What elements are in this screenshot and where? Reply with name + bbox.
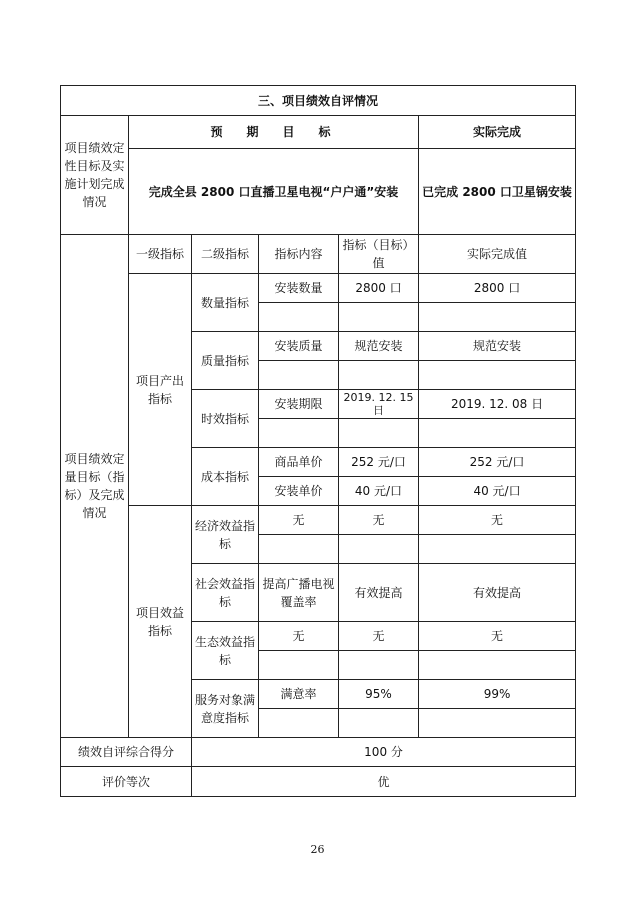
header-level1: 一级指标 [129,235,192,274]
economic-target: 无 [339,506,419,535]
cost-target-1: 252 元/口 [339,448,419,477]
header-content: 指标内容 [259,235,339,274]
ecological-content: 无 [259,622,339,651]
quality-actual: 规范安装 [419,332,576,361]
empty-cell [259,651,339,680]
actual-completion-header: 实际完成 [419,116,576,149]
page-number: 26 [310,843,325,856]
quantity-target: 2800 口 [339,274,419,303]
empty-cell [259,419,339,448]
empty-cell [339,303,419,332]
empty-cell [419,419,576,448]
empty-cell [419,709,576,738]
cost-indicator-label: 成本指标 [192,448,259,506]
empty-cell [259,303,339,332]
cost-actual-2: 40 元/口 [419,477,576,506]
quantity-indicator-label: 数量指标 [192,274,259,332]
social-content: 提高广播电视覆盖率 [259,564,339,622]
quantity-content: 安装数量 [259,274,339,303]
qualitative-row-label: 项目绩效定性目标及实施计划完成情况 [61,116,129,235]
empty-cell [419,651,576,680]
empty-cell [259,361,339,390]
score-label: 绩效自评综合得分 [61,738,192,767]
expected-goal-header: 预 期 目 标 [129,116,419,149]
satisfaction-target: 95% [339,680,419,709]
performance-self-evaluation-table [60,85,576,797]
ecological-indicator-label: 生态效益指标 [192,622,259,680]
quantity-actual: 2800 口 [419,274,576,303]
header-target: 指标（目标）值 [339,235,419,274]
satisfaction-indicator-label: 服务对象满意度指标 [192,680,259,738]
social-actual: 有效提高 [419,564,576,622]
economic-actual: 无 [419,506,576,535]
empty-cell [339,361,419,390]
empty-cell [419,361,576,390]
empty-cell [339,651,419,680]
benefit-indicator-label: 项目效益指标 [129,506,192,738]
quantitative-row-label: 项目绩效定量目标（指标）及完成情况 [61,235,129,738]
ecological-actual: 无 [419,622,576,651]
cost-content-1: 商品单价 [259,448,339,477]
empty-cell [259,535,339,564]
timeliness-target: 2019. 12. 15 日 [339,390,419,419]
satisfaction-actual: 99% [419,680,576,709]
timeliness-indicator-label: 时效指标 [192,390,259,448]
empty-cell [339,709,419,738]
expected-goal-text: 完成全县 2800 口直播卫星电视“户户通”安装 [129,149,419,235]
empty-cell [339,419,419,448]
ecological-target: 无 [339,622,419,651]
social-indicator-label: 社会效益指标 [192,564,259,622]
header-level2: 二级指标 [192,235,259,274]
cost-content-2: 安装单价 [259,477,339,506]
timeliness-content: 安装期限 [259,390,339,419]
score-value: 100 分 [192,738,576,767]
quality-target: 规范安装 [339,332,419,361]
output-indicator-label: 项目产出指标 [129,274,192,506]
economic-content: 无 [259,506,339,535]
empty-cell [419,535,576,564]
empty-cell [419,303,576,332]
empty-cell [339,535,419,564]
grade-label: 评价等次 [61,767,192,797]
satisfaction-content: 满意率 [259,680,339,709]
timeliness-actual: 2019. 12. 08 日 [419,390,576,419]
cost-target-2: 40 元/口 [339,477,419,506]
economic-indicator-label: 经济效益指标 [192,506,259,564]
empty-cell [259,709,339,738]
header-actual: 实际完成值 [419,235,576,274]
cost-actual-1: 252 元/口 [419,448,576,477]
quality-indicator-label: 质量指标 [192,332,259,390]
social-target: 有效提高 [339,564,419,622]
section-title: 三、项目绩效自评情况 [61,86,576,116]
quality-content: 安装质量 [259,332,339,361]
actual-completion-text: 已完成 2800 口卫星锅安装 [419,149,576,235]
grade-value: 优 [192,767,576,797]
